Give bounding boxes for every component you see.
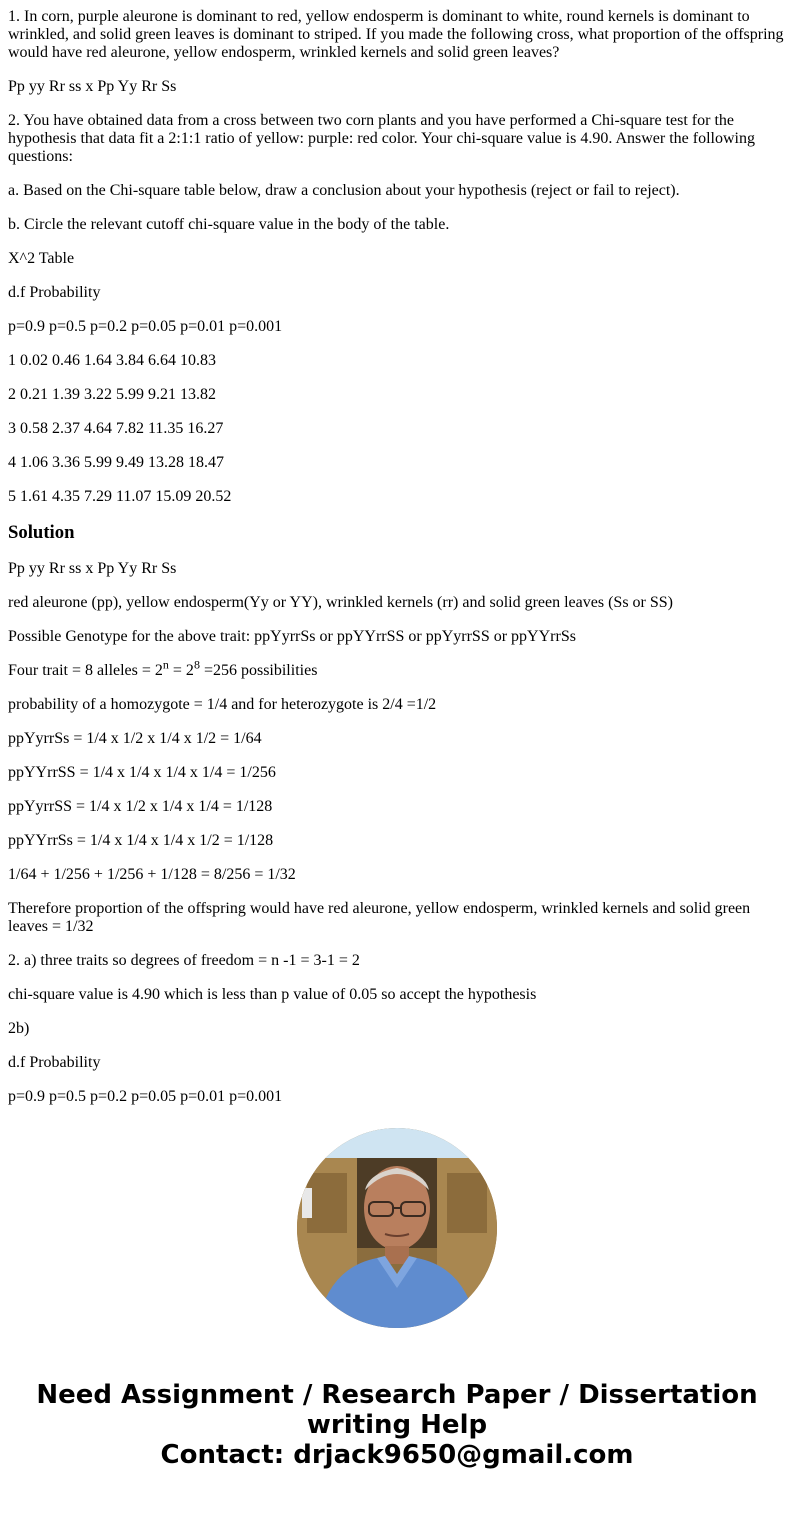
solution-part2b: 2b)	[8, 1020, 30, 1037]
solution-four-trait	[8, 657, 786, 680]
table-df-header: d.f Probability	[8, 284, 101, 301]
table-row: 5 1.61 4.35 7.29 11.07 15.09 20.52	[8, 488, 232, 505]
table-title: X^2 Table	[8, 250, 75, 267]
solution-calc: ppYYrrSS = 1/4 x 1/4 x 1/4 x 1/4 = 1/256	[8, 764, 276, 781]
question-2b: b. Circle the relevant cutoff chi-square value in the body of the table.	[8, 216, 450, 233]
solution-therefore: Therefore proportion of the offspring would have red aleurone, yellow endosperm, wrinkled kernels and solid green leaves = 1/32	[8, 900, 751, 935]
question-1: 1. In corn, purple aleurone is dominant to red, yellow endosperm is dominant to white, round kernels is dominant to wrinkled, and solid green leaves is dominant to striped. If you made the following cross, what proportion of the offspring would have red aleurone, yellow endosperm, wrinkled kernels and solid green leaves?	[8, 8, 784, 61]
question-2a: a. Based on the Chi-square table below, draw a conclusion about your hypothesis (reject or fail to reject).	[8, 182, 680, 199]
table-row: 1 0.02 0.46 1.64 3.84 6.64 10.83	[8, 352, 216, 369]
solution-traits: red aleurone (pp), yellow endosperm(Yy or YY), wrinkled kernels (rr) and solid green leaves (Ss or SS)	[8, 594, 673, 611]
solution-calc: ppYyrrSs = 1/4 x 1/2 x 1/4 x 1/2 = 1/64	[8, 730, 262, 747]
promo-line: Need Assignment / Research Paper / Dissertation	[36, 1380, 758, 1410]
table-row: 4 1.06 3.36 5.99 9.49 13.28 18.47	[8, 454, 224, 471]
solution-calc: 1/64 + 1/256 + 1/256 + 1/128 = 8/256 = 1/32	[8, 866, 296, 883]
author-photo-section	[0, 1128, 794, 1328]
promo-line: writing Help	[306, 1410, 488, 1440]
solution-heading: Solution	[8, 522, 75, 543]
solution-genotypes: Possible Genotype for the above trait: ppYyrrSs or ppYYrrSS or ppYyrrSS or ppYYrrSs	[8, 628, 576, 645]
four-trait-text: = 2	[168, 662, 194, 679]
solution-cross: Pp yy Rr ss x Pp Yy Rr Ss	[8, 560, 177, 577]
four-trait-text: Four trait = 8 alleles = 2	[8, 662, 163, 679]
solution-chi-conclusion: chi-square value is 4.90 which is less than p value of 0.05 so accept the hypothesis	[8, 986, 537, 1003]
exponent-8: 8	[193, 657, 200, 672]
promo-banner	[0, 1380, 794, 1470]
four-trait-text: =256 possibilities	[199, 662, 318, 679]
solution-calc: ppYyrrSS = 1/4 x 1/2 x 1/4 x 1/4 = 1/128	[8, 798, 273, 815]
solution-prob-header: p=0.9 p=0.5 p=0.2 p=0.05 p=0.01 p=0.001	[8, 1088, 283, 1105]
solution-part2a: 2. a) three traits so degrees of freedom = n -1 = 3-1 = 2	[8, 952, 360, 969]
table-prob-header: p=0.9 p=0.5 p=0.2 p=0.05 p=0.01 p=0.001	[8, 318, 283, 335]
author-portrait	[297, 1128, 497, 1328]
solution-prob-line: probability of a homozygote = 1/4 and for heterozygote is 2/4 =1/2	[8, 696, 437, 713]
table-row: 2 0.21 1.39 3.22 5.99 9.21 13.82	[8, 386, 216, 403]
solution-df-header: d.f Probability	[8, 1054, 101, 1071]
question-2: 2. You have obtained data from a cross between two corn plants and you have performed a Chi-square test for the hypothesis that data fit a 2:1:1 ratio of yellow: purple: red color. Your chi-square value is 4.90. Answer the following questions:	[8, 112, 755, 165]
author-avatar	[297, 1128, 497, 1328]
solution-calc: ppYYrrSs = 1/4 x 1/4 x 1/4 x 1/2 = 1/128	[8, 832, 274, 849]
question-cross: Pp yy Rr ss x Pp Yy Rr Ss	[8, 78, 177, 95]
table-row: 3 0.58 2.37 4.64 7.82 11.35 16.27	[8, 420, 224, 437]
exponent-n: n	[162, 657, 169, 672]
promo-contact: Contact: drjack9650@gmail.com	[160, 1440, 634, 1470]
